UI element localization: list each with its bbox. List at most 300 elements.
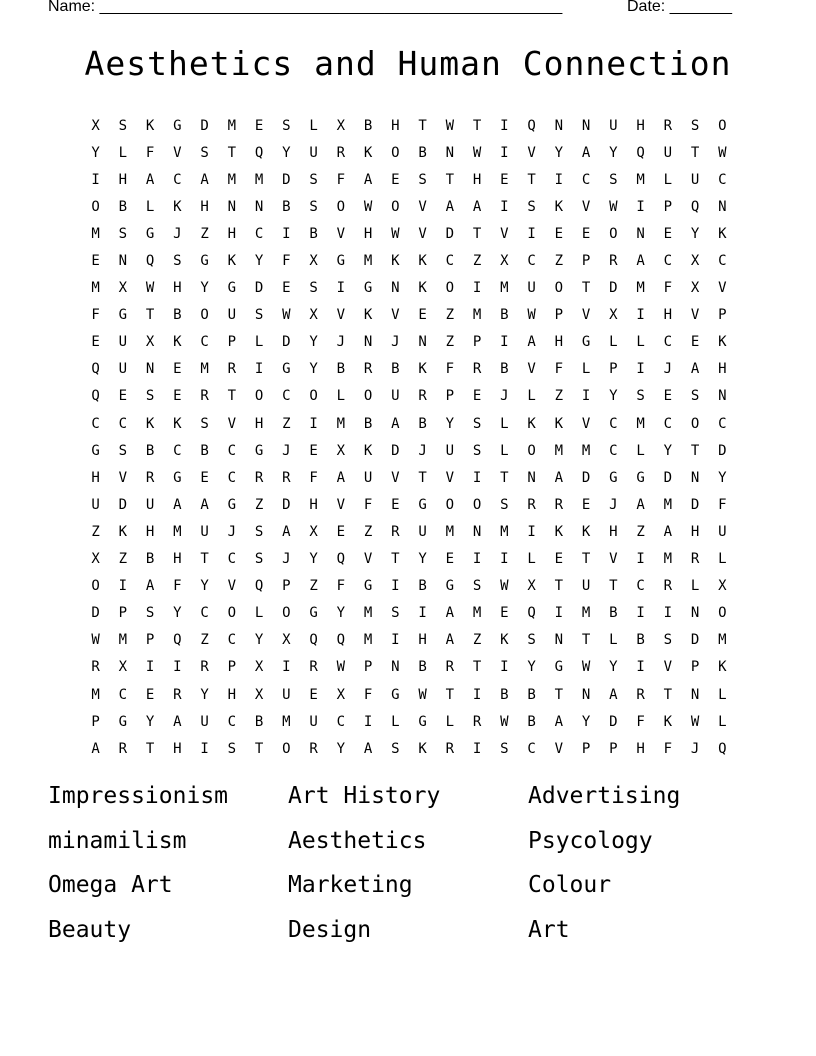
grid-letter[interactable]: S: [118, 442, 128, 459]
grid-letter[interactable]: R: [145, 469, 155, 486]
grid-letter[interactable]: P: [91, 713, 100, 730]
grid-letter[interactable]: S: [145, 388, 155, 405]
grid-letter[interactable]: Q: [91, 361, 100, 378]
grid-letter[interactable]: D: [663, 469, 673, 486]
grid-letter[interactable]: R: [309, 659, 318, 676]
grid-letter[interactable]: T: [581, 632, 591, 649]
grid-letter[interactable]: G: [254, 442, 264, 459]
grid-letter[interactable]: P: [690, 659, 700, 676]
grid-letter[interactable]: Y: [718, 469, 727, 486]
grid-letter[interactable]: S: [309, 280, 318, 297]
grid-letter[interactable]: T: [418, 469, 427, 486]
grid-letter[interactable]: P: [363, 659, 373, 676]
grid-letter[interactable]: V: [527, 144, 536, 161]
grid-letter[interactable]: N: [690, 686, 700, 703]
grid-letter[interactable]: I: [200, 740, 209, 757]
grid-letter[interactable]: D: [200, 117, 209, 134]
grid-letter[interactable]: F: [445, 361, 455, 378]
grid-letter[interactable]: L: [609, 632, 618, 649]
grid-letter[interactable]: B: [418, 578, 427, 595]
grid-letter[interactable]: N: [690, 605, 700, 622]
grid-letter[interactable]: J: [391, 334, 400, 351]
grid-letter[interactable]: D: [718, 442, 727, 459]
grid-letter[interactable]: F: [309, 469, 318, 486]
grid-letter[interactable]: H: [636, 117, 645, 134]
grid-letter[interactable]: C: [718, 253, 727, 270]
grid-letter[interactable]: C: [527, 253, 536, 270]
grid-letter[interactable]: E: [391, 171, 400, 188]
grid-letter[interactable]: G: [445, 578, 455, 595]
grid-letter[interactable]: Q: [173, 632, 182, 649]
grid-letter[interactable]: Y: [309, 334, 318, 351]
grid-letter[interactable]: I: [581, 388, 591, 405]
grid-letter[interactable]: B: [336, 361, 346, 378]
grid-letter[interactable]: S: [472, 415, 482, 432]
grid-letter[interactable]: W: [363, 198, 373, 215]
grid-letter[interactable]: N: [554, 117, 564, 134]
grid-letter[interactable]: V: [227, 415, 237, 432]
grid-letter[interactable]: S: [690, 117, 700, 134]
grid-letter[interactable]: A: [363, 740, 373, 757]
grid-letter[interactable]: R: [200, 388, 209, 405]
grid-letter[interactable]: L: [145, 198, 155, 215]
grid-letter[interactable]: K: [554, 523, 564, 540]
grid-letter[interactable]: J: [690, 740, 700, 757]
grid-letter[interactable]: T: [690, 144, 700, 161]
grid-letter[interactable]: V: [418, 225, 427, 242]
grid-letter[interactable]: X: [609, 307, 618, 324]
grid-letter[interactable]: E: [91, 253, 100, 270]
grid-letter[interactable]: I: [500, 198, 509, 215]
grid-letter[interactable]: R: [227, 361, 237, 378]
grid-letter[interactable]: B: [145, 442, 155, 459]
grid-letter[interactable]: D: [609, 280, 618, 297]
grid-letter[interactable]: C: [609, 442, 618, 459]
grid-letter[interactable]: N: [254, 198, 264, 215]
grid-letter[interactable]: N: [527, 469, 536, 486]
grid-letter[interactable]: B: [363, 117, 373, 134]
grid-letter[interactable]: A: [445, 632, 455, 649]
grid-letter[interactable]: U: [609, 117, 618, 134]
grid-letter[interactable]: X: [336, 442, 346, 459]
grid-letter[interactable]: D: [282, 496, 291, 513]
grid-letter[interactable]: U: [227, 307, 237, 324]
grid-letter[interactable]: Z: [91, 523, 100, 540]
grid-letter[interactable]: E: [581, 496, 591, 513]
grid-letter[interactable]: T: [527, 171, 536, 188]
grid-letter[interactable]: G: [118, 307, 128, 324]
grid-letter[interactable]: X: [91, 551, 100, 568]
grid-letter[interactable]: B: [363, 415, 373, 432]
grid-letter[interactable]: H: [200, 198, 209, 215]
grid-letter[interactable]: S: [145, 605, 155, 622]
grid-letter[interactable]: S: [200, 144, 209, 161]
grid-letter[interactable]: Y: [200, 578, 209, 595]
grid-letter[interactable]: Q: [91, 388, 100, 405]
grid-letter[interactable]: Q: [690, 198, 700, 215]
grid-letter[interactable]: B: [118, 198, 128, 215]
grid-letter[interactable]: K: [173, 198, 182, 215]
grid-letter[interactable]: N: [391, 659, 400, 676]
grid-letter[interactable]: Q: [336, 551, 346, 568]
grid-letter[interactable]: O: [445, 280, 455, 297]
grid-letter[interactable]: Y: [418, 551, 427, 568]
grid-letter[interactable]: U: [91, 496, 100, 513]
grid-letter[interactable]: R: [391, 523, 400, 540]
grid-letter[interactable]: G: [282, 361, 291, 378]
grid-letter[interactable]: P: [663, 198, 673, 215]
grid-letter[interactable]: I: [472, 686, 482, 703]
grid-letter[interactable]: B: [309, 225, 318, 242]
grid-letter[interactable]: U: [145, 496, 155, 513]
grid-letter[interactable]: W: [445, 117, 455, 134]
grid-letter[interactable]: C: [227, 632, 237, 649]
grid-letter[interactable]: E: [554, 551, 564, 568]
grid-letter[interactable]: V: [391, 469, 400, 486]
grid-letter[interactable]: T: [554, 578, 564, 595]
grid-letter[interactable]: Y: [254, 632, 264, 649]
grid-letter[interactable]: I: [336, 280, 346, 297]
grid-letter[interactable]: E: [418, 307, 427, 324]
grid-letter[interactable]: U: [200, 713, 209, 730]
grid-letter[interactable]: I: [118, 578, 128, 595]
grid-letter[interactable]: K: [581, 523, 591, 540]
grid-letter[interactable]: T: [445, 686, 455, 703]
grid-letter[interactable]: W: [527, 307, 536, 324]
grid-letter[interactable]: E: [500, 605, 509, 622]
grid-letter[interactable]: N: [554, 632, 564, 649]
grid-letter[interactable]: T: [254, 740, 264, 757]
grid-letter[interactable]: I: [636, 659, 645, 676]
grid-letter[interactable]: E: [145, 686, 155, 703]
grid-letter[interactable]: U: [445, 442, 455, 459]
grid-letter[interactable]: S: [418, 171, 427, 188]
grid-letter[interactable]: L: [527, 551, 536, 568]
grid-letter[interactable]: A: [145, 171, 155, 188]
grid-letter[interactable]: O: [391, 198, 400, 215]
grid-letter[interactable]: K: [718, 334, 727, 351]
grid-letter[interactable]: Y: [91, 144, 100, 161]
grid-letter[interactable]: M: [500, 523, 509, 540]
grid-letter[interactable]: G: [309, 605, 318, 622]
grid-letter[interactable]: N: [145, 361, 155, 378]
grid-letter[interactable]: M: [91, 225, 100, 242]
grid-letter[interactable]: I: [527, 523, 536, 540]
grid-letter[interactable]: V: [173, 144, 182, 161]
grid-letter[interactable]: V: [336, 496, 346, 513]
grid-letter[interactable]: O: [227, 605, 237, 622]
grid-letter[interactable]: V: [609, 551, 618, 568]
grid-letter[interactable]: Y: [309, 551, 318, 568]
grid-letter[interactable]: V: [391, 307, 400, 324]
grid-letter[interactable]: M: [636, 415, 645, 432]
grid-letter[interactable]: L: [690, 578, 700, 595]
grid-letter[interactable]: S: [391, 605, 400, 622]
grid-letter[interactable]: T: [581, 280, 591, 297]
grid-letter[interactable]: U: [690, 171, 700, 188]
grid-letter[interactable]: I: [527, 225, 536, 242]
grid-letter[interactable]: G: [145, 225, 155, 242]
grid-letter[interactable]: L: [254, 334, 264, 351]
grid-letter[interactable]: S: [472, 442, 482, 459]
grid-letter[interactable]: N: [718, 198, 727, 215]
grid-letter[interactable]: O: [391, 144, 400, 161]
grid-letter[interactable]: O: [336, 198, 346, 215]
grid-letter[interactable]: L: [636, 334, 645, 351]
grid-letter[interactable]: Z: [445, 307, 455, 324]
grid-letter[interactable]: K: [391, 253, 400, 270]
grid-letter[interactable]: A: [472, 198, 482, 215]
grid-letter[interactable]: S: [309, 171, 318, 188]
grid-letter[interactable]: D: [282, 171, 291, 188]
grid-letter[interactable]: F: [663, 280, 673, 297]
grid-letter[interactable]: L: [581, 361, 591, 378]
grid-letter[interactable]: I: [363, 713, 373, 730]
grid-letter[interactable]: M: [118, 632, 128, 649]
grid-letter[interactable]: G: [554, 659, 564, 676]
grid-letter[interactable]: D: [609, 713, 618, 730]
grid-letter[interactable]: G: [391, 686, 400, 703]
grid-letter[interactable]: V: [445, 469, 455, 486]
grid-letter[interactable]: M: [718, 632, 727, 649]
grid-letter[interactable]: G: [636, 469, 645, 486]
grid-letter[interactable]: Z: [254, 496, 264, 513]
grid-letter[interactable]: J: [282, 442, 291, 459]
grid-letter[interactable]: Y: [527, 659, 536, 676]
grid-letter[interactable]: T: [581, 551, 591, 568]
grid-letter[interactable]: B: [609, 605, 618, 622]
grid-letter[interactable]: V: [663, 659, 673, 676]
grid-letter[interactable]: O: [718, 117, 727, 134]
grid-letter[interactable]: C: [663, 253, 673, 270]
grid-letter[interactable]: T: [445, 171, 455, 188]
grid-letter[interactable]: A: [636, 253, 645, 270]
grid-letter[interactable]: C: [663, 415, 673, 432]
grid-letter[interactable]: V: [718, 280, 727, 297]
grid-letter[interactable]: V: [336, 225, 346, 242]
grid-letter[interactable]: B: [254, 713, 264, 730]
grid-letter[interactable]: X: [145, 334, 155, 351]
grid-letter[interactable]: D: [690, 632, 700, 649]
grid-letter[interactable]: M: [336, 415, 346, 432]
grid-letter[interactable]: T: [145, 740, 155, 757]
grid-letter[interactable]: R: [445, 659, 455, 676]
grid-letter[interactable]: I: [309, 415, 318, 432]
grid-letter[interactable]: D: [91, 605, 100, 622]
grid-letter[interactable]: G: [581, 334, 591, 351]
grid-letter[interactable]: I: [500, 144, 509, 161]
grid-letter[interactable]: X: [336, 117, 346, 134]
grid-letter[interactable]: U: [718, 523, 727, 540]
grid-letter[interactable]: A: [554, 713, 564, 730]
grid-letter[interactable]: C: [718, 171, 727, 188]
grid-letter[interactable]: W: [472, 144, 482, 161]
grid-letter[interactable]: O: [527, 442, 536, 459]
grid-letter[interactable]: N: [445, 144, 455, 161]
grid-letter[interactable]: W: [391, 225, 400, 242]
grid-letter[interactable]: L: [391, 713, 400, 730]
grid-letter[interactable]: A: [336, 469, 346, 486]
grid-letter[interactable]: U: [391, 388, 400, 405]
grid-letter[interactable]: E: [309, 686, 318, 703]
grid-letter[interactable]: O: [91, 578, 100, 595]
grid-letter[interactable]: O: [690, 415, 700, 432]
grid-letter[interactable]: V: [500, 225, 509, 242]
grid-letter[interactable]: C: [282, 388, 291, 405]
grid-letter[interactable]: H: [718, 361, 727, 378]
grid-letter[interactable]: T: [609, 578, 618, 595]
grid-letter[interactable]: H: [554, 334, 564, 351]
grid-letter[interactable]: K: [418, 280, 427, 297]
grid-letter[interactable]: R: [418, 388, 427, 405]
grid-letter[interactable]: N: [718, 388, 727, 405]
grid-letter[interactable]: H: [391, 117, 400, 134]
grid-letter[interactable]: F: [363, 496, 373, 513]
grid-letter[interactable]: J: [609, 496, 618, 513]
grid-letter[interactable]: E: [309, 442, 318, 459]
grid-letter[interactable]: O: [445, 496, 455, 513]
grid-letter[interactable]: U: [200, 523, 209, 540]
grid-letter[interactable]: R: [609, 253, 618, 270]
grid-letter[interactable]: D: [581, 469, 591, 486]
grid-letter[interactable]: K: [227, 253, 237, 270]
grid-letter[interactable]: A: [445, 198, 455, 215]
grid-letter[interactable]: L: [254, 605, 264, 622]
grid-letter[interactable]: R: [309, 740, 318, 757]
grid-letter[interactable]: L: [636, 442, 645, 459]
grid-letter[interactable]: M: [363, 253, 373, 270]
grid-letter[interactable]: M: [472, 307, 482, 324]
grid-letter[interactable]: D: [391, 442, 400, 459]
grid-letter[interactable]: Q: [527, 117, 536, 134]
grid-letter[interactable]: T: [227, 388, 237, 405]
grid-letter[interactable]: O: [363, 388, 373, 405]
grid-letter[interactable]: Y: [336, 740, 346, 757]
grid-letter[interactable]: F: [282, 253, 291, 270]
grid-letter[interactable]: B: [200, 442, 209, 459]
grid-letter[interactable]: H: [173, 280, 182, 297]
grid-letter[interactable]: S: [500, 496, 509, 513]
grid-letter[interactable]: F: [663, 740, 673, 757]
grid-letter[interactable]: I: [418, 605, 427, 622]
grid-letter[interactable]: S: [254, 307, 264, 324]
grid-letter[interactable]: C: [200, 334, 209, 351]
grid-letter[interactable]: I: [145, 659, 155, 676]
grid-letter[interactable]: C: [636, 578, 645, 595]
grid-letter[interactable]: X: [690, 253, 700, 270]
grid-letter[interactable]: K: [418, 740, 427, 757]
grid-letter[interactable]: K: [500, 632, 509, 649]
grid-letter[interactable]: F: [636, 713, 645, 730]
grid-letter[interactable]: J: [227, 523, 237, 540]
grid-letter[interactable]: Y: [254, 253, 264, 270]
grid-letter[interactable]: G: [173, 117, 182, 134]
grid-letter[interactable]: E: [663, 388, 673, 405]
grid-letter[interactable]: E: [445, 551, 455, 568]
grid-letter[interactable]: Z: [472, 253, 482, 270]
grid-letter[interactable]: M: [581, 605, 591, 622]
grid-letter[interactable]: Y: [336, 605, 346, 622]
grid-letter[interactable]: R: [118, 740, 128, 757]
grid-letter[interactable]: G: [227, 496, 237, 513]
grid-letter[interactable]: I: [173, 659, 182, 676]
grid-letter[interactable]: K: [173, 415, 182, 432]
grid-letter[interactable]: S: [227, 740, 237, 757]
grid-letter[interactable]: S: [254, 551, 264, 568]
grid-letter[interactable]: E: [173, 361, 182, 378]
grid-letter[interactable]: O: [309, 388, 318, 405]
grid-letter[interactable]: R: [472, 361, 482, 378]
grid-letter[interactable]: K: [173, 334, 182, 351]
grid-letter[interactable]: I: [282, 659, 291, 676]
grid-letter[interactable]: C: [445, 253, 455, 270]
grid-letter[interactable]: Y: [200, 686, 209, 703]
grid-letter[interactable]: T: [663, 686, 673, 703]
grid-letter[interactable]: F: [718, 496, 727, 513]
grid-letter[interactable]: U: [418, 523, 427, 540]
grid-letter[interactable]: J: [173, 225, 182, 242]
grid-letter[interactable]: Y: [145, 713, 155, 730]
grid-letter[interactable]: M: [445, 523, 455, 540]
grid-letter[interactable]: G: [227, 280, 237, 297]
grid-letter[interactable]: U: [527, 280, 536, 297]
grid-letter[interactable]: C: [227, 551, 237, 568]
grid-letter[interactable]: E: [581, 225, 591, 242]
grid-letter[interactable]: K: [145, 415, 155, 432]
grid-letter[interactable]: K: [718, 225, 727, 242]
grid-letter[interactable]: B: [418, 144, 427, 161]
grid-letter[interactable]: S: [309, 198, 318, 215]
grid-letter[interactable]: R: [445, 740, 455, 757]
grid-letter[interactable]: M: [636, 280, 645, 297]
grid-letter[interactable]: C: [254, 225, 264, 242]
grid-letter[interactable]: I: [500, 334, 509, 351]
grid-letter[interactable]: Z: [472, 632, 482, 649]
grid-letter[interactable]: G: [418, 713, 427, 730]
grid-letter[interactable]: S: [663, 632, 673, 649]
grid-letter[interactable]: I: [500, 659, 509, 676]
grid-letter[interactable]: Z: [282, 415, 291, 432]
grid-letter[interactable]: S: [636, 388, 645, 405]
grid-letter[interactable]: U: [581, 578, 591, 595]
grid-letter[interactable]: G: [173, 469, 182, 486]
grid-letter[interactable]: R: [527, 496, 536, 513]
grid-letter[interactable]: X: [690, 280, 700, 297]
grid-letter[interactable]: X: [254, 659, 264, 676]
grid-letter[interactable]: K: [363, 144, 373, 161]
grid-letter[interactable]: V: [227, 578, 237, 595]
grid-letter[interactable]: E: [391, 496, 400, 513]
grid-letter[interactable]: X: [718, 578, 727, 595]
grid-letter[interactable]: A: [581, 144, 591, 161]
grid-letter[interactable]: K: [554, 415, 564, 432]
grid-letter[interactable]: I: [500, 551, 509, 568]
grid-letter[interactable]: L: [718, 713, 727, 730]
grid-letter[interactable]: E: [336, 523, 346, 540]
grid-letter[interactable]: S: [527, 198, 536, 215]
grid-letter[interactable]: C: [227, 713, 237, 730]
grid-letter[interactable]: I: [472, 469, 482, 486]
grid-letter[interactable]: M: [227, 171, 237, 188]
grid-letter[interactable]: T: [554, 686, 564, 703]
grid-letter[interactable]: S: [173, 253, 182, 270]
grid-letter[interactable]: Q: [145, 253, 155, 270]
grid-letter[interactable]: V: [690, 307, 700, 324]
grid-letter[interactable]: L: [500, 415, 509, 432]
grid-letter[interactable]: J: [282, 551, 291, 568]
grid-letter[interactable]: X: [500, 253, 509, 270]
grid-letter[interactable]: I: [636, 551, 645, 568]
